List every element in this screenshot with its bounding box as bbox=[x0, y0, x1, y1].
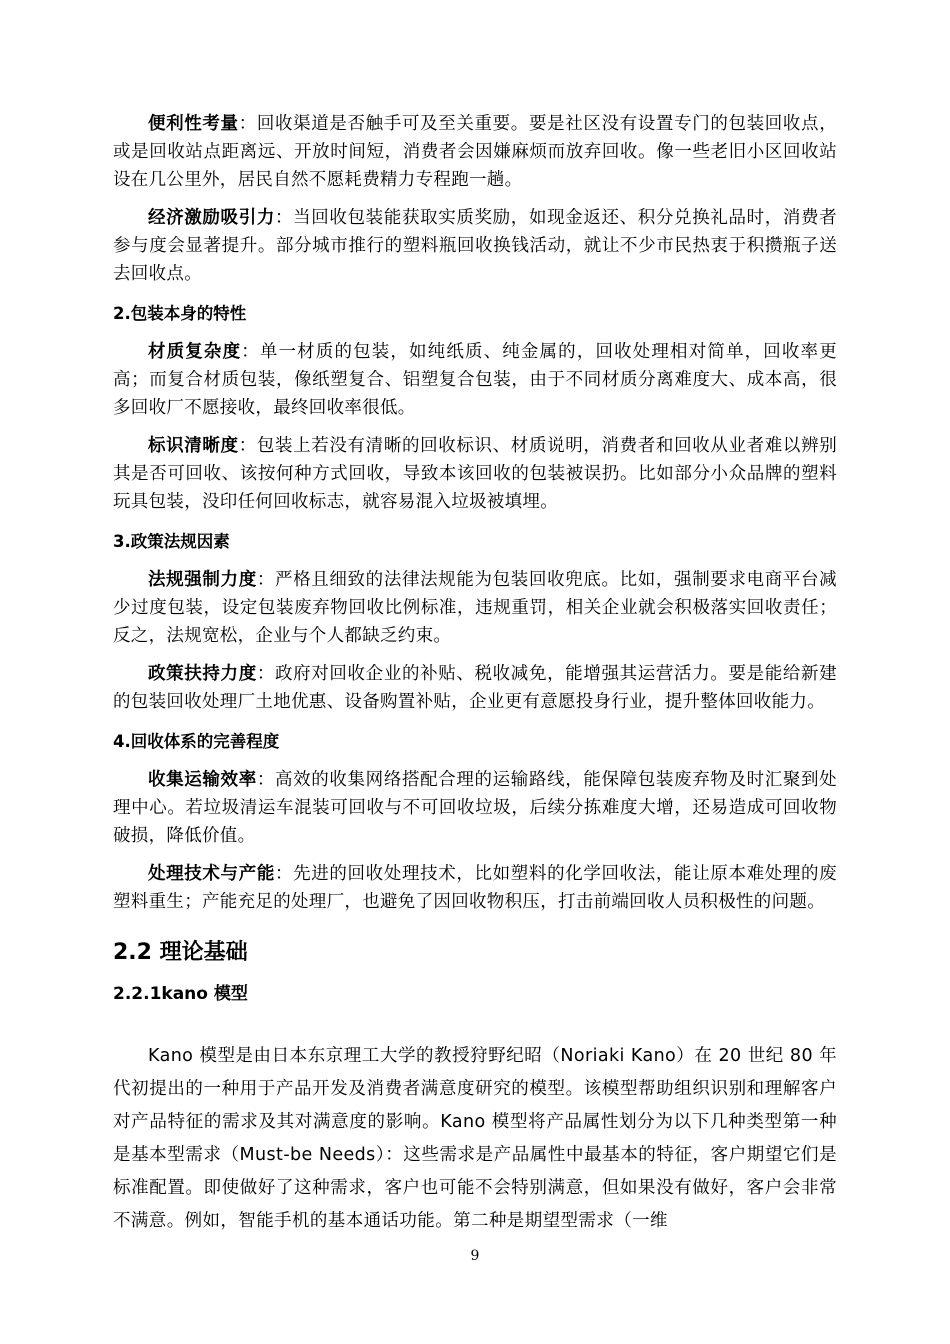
heading-recycling-system: 4.回收体系的完善程度 bbox=[113, 732, 280, 751]
term-label-clarity: 标识清晰度 bbox=[148, 436, 239, 456]
heading-policy-factors: 3.政策法规因素 bbox=[113, 532, 230, 551]
term-convenience: 便利性考量 bbox=[148, 114, 239, 134]
paragraph-processing-capacity bbox=[113, 860, 837, 916]
term-regulation-strength: 法规强制力度 bbox=[148, 570, 257, 590]
paragraph-economic-incentive bbox=[113, 204, 837, 288]
paragraph-text: ：单一材质的包装，如纯纸质、纯金属的，回收处理相对简单，回收率更高；而复合材质包装，像纸塑复合、铝塑复合包装，由于不同材质分离难度大、成本高，很多回收厂不愿接收，最终回收率很低。 bbox=[113, 342, 838, 418]
paragraph-regulation-strength bbox=[113, 566, 837, 650]
paragraph-text: ：包装上若没有清晰的回收标识、材质说明，消费者和回收从业者难以辨别其是否可回收、该按何种方式回收，导致本该回收的包装被误扔。比如部分小众品牌的塑料玩具包装，没印任何回收标志，就容易混入垃圾被填埋。 bbox=[113, 436, 837, 512]
paragraph-kano-model: Kano 模型是由日本东京理工大学的教授狩野纪昭（Noriaki Kano）在 20 世纪 80 年代初提出的一种用于产品开发及消费者满意度研究的模型。该模型帮助组织识别和理解客户对产品特征的需求及其对满意度的影响。Kano 模型将产品属性划分为以下几种类型第一种是基本型需求（Must-be Needs）：这些需求是产品属性中最基本的特征，客户期望它们是标准配置。即使做好了这种需求，客户也可能不会特别满意，但如果没有做好，客户会非常不满意。例如，智能手机的基本通话功能。第二种是期望型需求（一维 bbox=[113, 1046, 837, 1231]
paragraph-text: ：当回收包装能获取实质奖励，如现金返还、积分兑换礼品时，消费者参与度会显著提升。部分城市推行的塑料瓶回收换钱活动，就让不少市民热衷于积攒瓶子送去回收点。 bbox=[113, 208, 837, 284]
term-processing-capacity: 处理技术与产能 bbox=[148, 864, 275, 884]
paragraph-text: ：严格且细致的法律法规能为包装回收兜底。比如，强制要求电商平台减少过度包装，设定包装废弃物回收比例标准，违规重罚，相关企业就会积极落实回收责任；反之，法规宽松，企业与个人都缺乏约束。 bbox=[113, 570, 837, 646]
term-economic-incentive: 经济激励吸引力 bbox=[148, 208, 275, 228]
paragraph-text: ：先进的回收处理技术，比如塑料的化学回收法，能让原本难处理的废塑料重生；产能充足的处理厂，也避免了因回收物积压，打击前端回收人员积极性的问题。 bbox=[113, 864, 837, 912]
term-material-complexity: 材质复杂度 bbox=[148, 342, 242, 362]
paragraph-policy-support bbox=[113, 660, 837, 716]
subsection-title: 2.2.1kano 模型 bbox=[113, 984, 248, 1004]
paragraph-convenience bbox=[113, 110, 837, 194]
section-title: 2.2 理论基础 bbox=[113, 940, 248, 965]
heading-packaging-characteristics: 2.包装本身的特性 bbox=[113, 304, 247, 323]
paragraph-text: ：高效的收集网络搭配合理的运输路线，能保障包装废弃物及时汇聚到处理中心。若垃圾清运车混装可回收与不可回收垃圾，后续分拣难度大增，还易造成可回收物破损，降低价值。 bbox=[113, 770, 837, 846]
term-collection-efficiency: 收集运输效率 bbox=[148, 770, 257, 790]
paragraph-label-clarity bbox=[113, 432, 837, 516]
paragraph-text: ：回收渠道是否触手可及至关重要。要是社区没有设置专门的包装回收点，或是回收站点距离远、开放时间短，消费者会因嫌麻烦而放弃回收。像一些老旧小区回收站设在几公里外，居民自然不愿耗费精力专程跑一趟。 bbox=[113, 114, 837, 190]
page-number: 9 bbox=[470, 1248, 480, 1264]
paragraph-text: ：政府对回收企业的补贴、税收减免，能增强其运营活力。要是能给新建的包装回收处理厂土地优惠、设备购置补贴，企业更有意愿投身行业，提升整体回收能力。 bbox=[113, 664, 837, 712]
paragraph-material-complexity bbox=[113, 338, 837, 422]
paragraph-collection-efficiency bbox=[113, 766, 837, 850]
term-policy-support: 政策扶持力度 bbox=[148, 664, 257, 684]
